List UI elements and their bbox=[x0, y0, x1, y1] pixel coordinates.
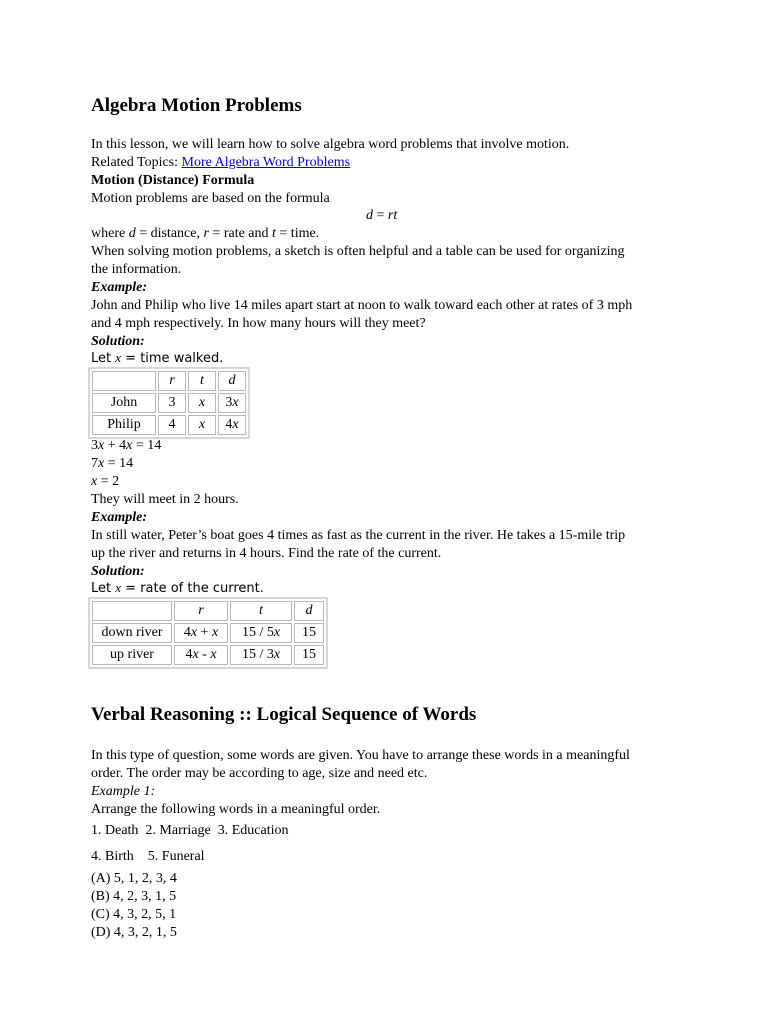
let-statement: Let x = rate of the current. bbox=[91, 580, 264, 596]
table-cell: 15 bbox=[294, 645, 324, 665]
answer-text: They will meet in 2 hours. bbox=[91, 492, 239, 507]
table-header-cell: d bbox=[294, 601, 324, 621]
answer-option: (A) 5, 1, 2, 3, 4 bbox=[91, 871, 177, 886]
example-text-line2: and 4 mph respectively. In how many hours will they meet? bbox=[91, 316, 426, 331]
example-text-line1: In still water, Peter’s boat goes 4 times as fast as the current in the river. He takes a 15-mile trip bbox=[91, 528, 626, 543]
sketch-note-line2: the information. bbox=[91, 262, 182, 277]
instruction-text: Arrange the following words in a meaningful order. bbox=[91, 802, 381, 817]
table-cell: x bbox=[188, 393, 216, 413]
table-row bbox=[92, 393, 246, 413]
intro-text-line2: order. The order may be according to age, size and need etc. bbox=[91, 766, 428, 781]
answer-option: (B) 4, 2, 3, 1, 5 bbox=[91, 889, 177, 904]
equation-step: 3x + 4x = 14 bbox=[91, 438, 162, 453]
table-cell: up river bbox=[92, 645, 172, 665]
table-cell: John bbox=[92, 393, 156, 413]
section-title: Algebra Motion Problems bbox=[91, 95, 302, 116]
table-header-row bbox=[92, 601, 324, 621]
table-header-cell: t bbox=[188, 371, 216, 391]
related-topics-label: Related Topics: bbox=[91, 155, 182, 170]
section-title: Verbal Reasoning :: Logical Sequence of Words bbox=[91, 704, 477, 725]
related-topics bbox=[91, 154, 350, 172]
table-cell: 15 / 3x bbox=[230, 645, 292, 665]
table-header-cell: d bbox=[218, 371, 246, 391]
table-row bbox=[92, 623, 324, 643]
table-row bbox=[92, 415, 246, 435]
answer-option: (C) 4, 3, 2, 5, 1 bbox=[91, 907, 177, 922]
formula-variables: where d = distance, r = rate and t = time. bbox=[91, 226, 320, 241]
table-cell: x bbox=[188, 415, 216, 435]
formula: d = rt bbox=[366, 208, 398, 223]
example-label: Example: bbox=[91, 510, 147, 525]
table-header-cell: r bbox=[174, 601, 228, 621]
related-topics-link[interactable]: More Algebra Word Problems bbox=[181, 155, 351, 170]
equation-step: 7x = 14 bbox=[91, 456, 134, 471]
table-header-row bbox=[92, 371, 246, 391]
solution-label: Solution: bbox=[91, 334, 145, 349]
table-cell: 4 bbox=[158, 415, 186, 435]
table-cell: 3 bbox=[158, 393, 186, 413]
table-cell: down river bbox=[92, 623, 172, 643]
motion-table-1 bbox=[88, 367, 250, 439]
sketch-note-line1: When solving motion problems, a sketch is often helpful and a table can be used for organizing bbox=[91, 244, 625, 259]
motion-table-2 bbox=[88, 597, 328, 669]
table-row bbox=[92, 645, 324, 665]
solution-label: Solution: bbox=[91, 564, 145, 579]
table-header-cell bbox=[92, 601, 172, 621]
example-label: Example: bbox=[91, 280, 147, 295]
intro-text-line1: In this type of question, some words are given. You have to arrange these words in a meaningful bbox=[91, 748, 630, 763]
example-text-line2: up the river and returns in 4 hours. Find the rate of the current. bbox=[91, 546, 442, 561]
formula-heading: Motion (Distance) Formula bbox=[91, 173, 255, 188]
table-header-cell: t bbox=[230, 601, 292, 621]
intro-text: In this lesson, we will learn how to solve algebra word problems that involve motion. bbox=[91, 137, 570, 152]
answer-option: (D) 4, 3, 2, 1, 5 bbox=[91, 925, 177, 940]
table-cell: 3x bbox=[218, 393, 246, 413]
table-cell: 4x - x bbox=[174, 645, 228, 665]
example-label: Example 1: bbox=[91, 784, 156, 799]
example-text-line1: John and Philip who live 14 miles apart start at noon to walk toward each other at rates of 3 mph bbox=[91, 298, 633, 313]
table-cell: Philip bbox=[92, 415, 156, 435]
table-cell: 15 / 5x bbox=[230, 623, 292, 643]
word-list-line1: 1. Death 2. Marriage 3. Education bbox=[91, 823, 289, 838]
word-list-line2: 4. Birth 5. Funeral bbox=[91, 849, 205, 864]
table-header-cell bbox=[92, 371, 156, 391]
table-cell: 4x bbox=[218, 415, 246, 435]
table-header-cell: r bbox=[158, 371, 186, 391]
table-cell: 4x + x bbox=[174, 623, 228, 643]
equation-step: x = 2 bbox=[91, 474, 120, 489]
let-statement: Let x = time walked. bbox=[91, 350, 224, 366]
table-cell: 15 bbox=[294, 623, 324, 643]
formula-intro: Motion problems are based on the formula bbox=[91, 191, 330, 206]
